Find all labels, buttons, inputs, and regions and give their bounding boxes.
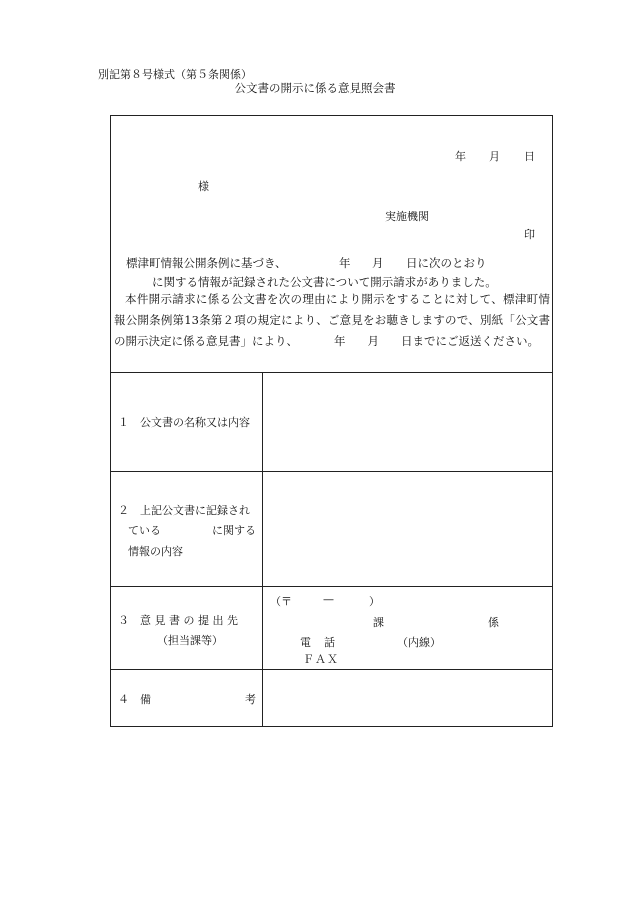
body-line1-b: 日に次のとおり	[406, 256, 487, 270]
row2-label-line1: ２ 上記公文書に記録され	[118, 504, 250, 517]
seal-mark: 印	[524, 228, 535, 241]
row1-label: １ 公文書の名称又は内容	[118, 416, 250, 429]
body-line1-year: 年	[339, 256, 351, 270]
row-divider	[110, 586, 553, 587]
form-title: 公文書の開示に係る意見照会書	[234, 81, 396, 95]
body-para2-month: 月	[367, 334, 379, 348]
postal-dash: —	[323, 593, 334, 606]
postal-open: （〒	[270, 595, 292, 608]
dept-ka: 課	[373, 616, 384, 629]
body-line1-a: 標津町情報公開条例に基づき、	[126, 256, 287, 270]
body-line1-month: 月	[372, 256, 384, 270]
row4-label-num: ４ 備	[118, 693, 151, 706]
body-para2-b: 日までにご返送ください。	[401, 334, 539, 348]
agency-label: 実施機関	[385, 210, 429, 223]
row2-label-line2b: に関する	[212, 524, 256, 537]
body-para2-year: 年	[334, 334, 346, 348]
date-month: 月	[489, 150, 500, 163]
column-divider	[262, 372, 263, 727]
section-kakari: 係	[488, 616, 499, 629]
body-para2	[114, 289, 550, 352]
row2-label-line2a: ている	[128, 524, 161, 537]
row3-label-sub: （担当課等）	[157, 634, 223, 647]
ext-label: （内線）	[397, 636, 441, 649]
addressee-sama: 様	[198, 180, 209, 193]
body-line2: に関する情報が記録された公文書について開示請求がありました。	[152, 275, 497, 289]
row-divider	[110, 669, 553, 670]
row3-label-main: ３ 意 見 書 の 提 出 先	[118, 614, 238, 627]
form-label: 別記第８号様式（第５条関係）	[98, 68, 252, 81]
postal-close: ）	[369, 595, 380, 608]
row2-label-line3: 情報の内容	[128, 545, 183, 558]
row4-label-ko: 考	[245, 693, 256, 706]
date-day: 日	[524, 150, 535, 163]
row-divider	[110, 372, 553, 373]
body-para2-a: 本件開示請求に係る公文書を次の理由により開示をすることに対して、標津町情報公開条例第13条第２項の規定により、ご意見をお聴きしますので、別紙「公文書の開示決定に係る意見書」により、	[114, 292, 550, 348]
row-divider	[110, 471, 553, 472]
fax-label: ＦＡＸ	[303, 653, 339, 666]
date-year: 年	[455, 150, 466, 163]
tel-label: 電 話	[300, 636, 336, 649]
